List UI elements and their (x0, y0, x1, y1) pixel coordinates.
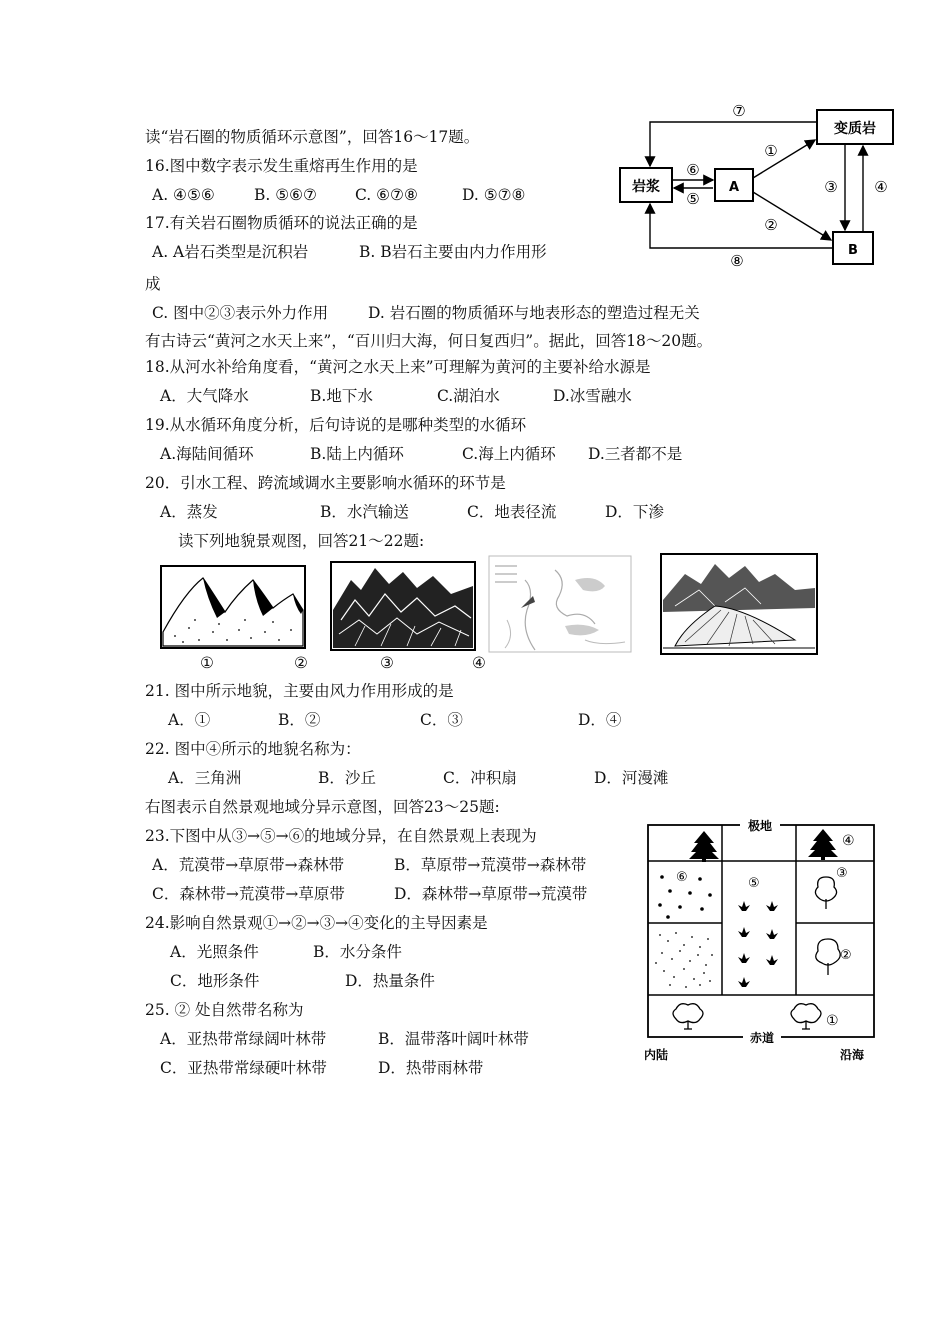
q22-option-d: D．河漫滩 (594, 769, 669, 787)
q19-option-c: C.海上内循环 (462, 445, 556, 463)
intro-yellow-river: 有古诗云“黄河之水天上来”，“百川归大海，何日复西归”。据此，回答18～20题。 (145, 332, 713, 350)
q21-option-a: A．① (168, 711, 211, 729)
q19-option-d: D.三者都不是 (588, 445, 683, 463)
arrow-label-2: ② (764, 216, 778, 234)
q19-option-a: A.海陆间循环 (160, 445, 254, 463)
q24-option-d: D．热量条件 (345, 972, 435, 990)
magma-label: 岩浆 (632, 179, 660, 195)
rock-a-label: A (728, 180, 740, 195)
q25-option-a: A．亚热带常绿阔叶林带 (160, 1030, 327, 1048)
q22-option-c: C．冲积扇 (443, 769, 517, 787)
q24-option-b: B．水分条件 (313, 943, 402, 961)
arrow-label-3: ③ (824, 178, 838, 196)
arrow-label-6: ⑥ (686, 161, 700, 179)
q24-option-a: A．光照条件 (170, 943, 259, 961)
q24-stem: 24.影响自然景观①→②→③→④变化的主导因素是 (145, 914, 488, 932)
q22-stem: 22. 图中④所示的地貌名称为： (145, 740, 361, 758)
landform-label-4: ④ (472, 654, 486, 672)
zone-marker-4: ④ (842, 833, 855, 849)
q16-option-b: B. ⑤⑥⑦ (254, 186, 317, 204)
q16-option-a: A. ④⑤⑥ (152, 186, 215, 204)
q25-option-c: C．亚热带常绿硬叶林带 (160, 1059, 327, 1077)
q17-option-d: D. 岩石圈的物质循环与地表形态的塑造过程无关 (368, 304, 700, 322)
q25-stem: 25. ② 处自然带名称为 (145, 1001, 304, 1019)
zone-label-coastal: 沿海 (840, 1048, 865, 1062)
q22-option-a: A．三角洲 (168, 769, 242, 787)
q18-option-c: C.湖泊水 (437, 387, 500, 405)
q18-option-d: D.冰雪融水 (553, 387, 632, 405)
q19-stem: 19.从水循环角度分析，后句诗说的是哪种类型的水循环 (145, 416, 527, 434)
q17-option-b: B. B岩石主要由内力作用形 (359, 243, 547, 261)
landform-pictures (155, 550, 835, 680)
intro-landforms: 读下列地貌景观图，回答21～22题: (178, 532, 425, 550)
q25-option-b: B．温带落叶阔叶林带 (378, 1030, 529, 1048)
landform-picture-2 (331, 562, 475, 650)
q23-option-c: C．森林带→荒漠带→草原带 (152, 885, 345, 903)
q20-stem: 20．引水工程、跨流域调水主要影响水循环的环节是 (145, 474, 506, 492)
q23-stem: 23.下图中从③→⑤→⑥的地域分异，在自然景观上表现为 (145, 827, 537, 845)
arrow-label-5: ⑤ (686, 190, 700, 208)
q17-option-b-cont: 成 (145, 275, 161, 293)
rock-cycle-diagram (615, 100, 915, 270)
rock-b-label: B (848, 243, 858, 258)
q25-option-d: D．热带雨林带 (378, 1059, 484, 1077)
q21-option-c: C．③ (420, 711, 463, 729)
landform-picture-1 (161, 566, 305, 648)
intro-rock-cycle: 读“岩石圈的物质循环示意图”，回答16～17题。 (145, 128, 480, 146)
q16-stem: 16.图中数字表示发生重熔再生作用的是 (145, 157, 418, 175)
arrow-label-8: ⑧ (730, 252, 744, 270)
q24-option-c: C．地形条件 (170, 972, 260, 990)
arrow-label-1: ① (764, 142, 778, 160)
q21-stem: 21. 图中所示地貌，主要由风力作用形成的是 (145, 682, 454, 700)
q17-stem: 17.有关岩石圈物质循环的说法正确的是 (145, 214, 418, 232)
landform-label-3: ③ (380, 654, 394, 672)
q20-option-b: B．水汽输送 (320, 503, 409, 521)
q22-option-b: B．沙丘 (318, 769, 376, 787)
q16-option-c: C. ⑥⑦⑧ (355, 186, 418, 204)
zone-marker-1: ① (826, 1013, 839, 1029)
zone-label-equator: 赤道 (749, 1031, 775, 1045)
zone-label-polar: 极地 (747, 819, 773, 833)
q18-option-b: B.地下水 (310, 387, 373, 405)
landform-picture-4 (661, 554, 817, 654)
q17-option-a: A. A岩石类型是沉积岩 (152, 243, 309, 261)
q23-option-d: D．森林带→草原带→荒漠带 (394, 885, 588, 903)
q23-option-a: A．荒漠带→草原带→森林带 (152, 856, 345, 874)
arrow-label-7: ⑦ (732, 102, 746, 120)
q19-option-b: B.陆上内循环 (310, 445, 404, 463)
q17-option-c: C. 图中②③表示外力作用 (152, 304, 329, 322)
zone-marker-3: ③ (836, 866, 848, 881)
zone-marker-2: ② (840, 948, 852, 963)
landform-label-1: ① (200, 654, 214, 672)
q20-option-d: D．下渗 (605, 503, 664, 521)
q16-option-d: D. ⑤⑦⑧ (462, 186, 526, 204)
arrow-label-4: ④ (874, 178, 888, 196)
q23-option-b: B．草原带→荒漠带→森林带 (394, 856, 587, 874)
q18-option-a: A．大气降水 (160, 387, 249, 405)
zone-marker-5: ⑤ (748, 876, 760, 891)
zone-label-inland: 内陆 (644, 1048, 669, 1062)
zonation-diagram (640, 815, 890, 1065)
q21-option-d: D．④ (578, 711, 622, 729)
q21-option-b: B．② (278, 711, 321, 729)
q18-stem: 18.从河水补给角度看，“黄河之水天上来”可理解为黄河的主要补给水源是 (145, 358, 651, 376)
landform-picture-3 (489, 556, 631, 652)
zone-marker-6: ⑥ (676, 870, 688, 885)
landform-label-2: ② (294, 654, 308, 672)
intro-zonation: 右图表示自然景观地域分异示意图，回答23～25题: (145, 798, 500, 816)
q20-option-a: A．蒸发 (160, 503, 218, 521)
metamorphic-label: 变质岩 (834, 121, 876, 137)
q20-option-c: C．地表径流 (467, 503, 557, 521)
